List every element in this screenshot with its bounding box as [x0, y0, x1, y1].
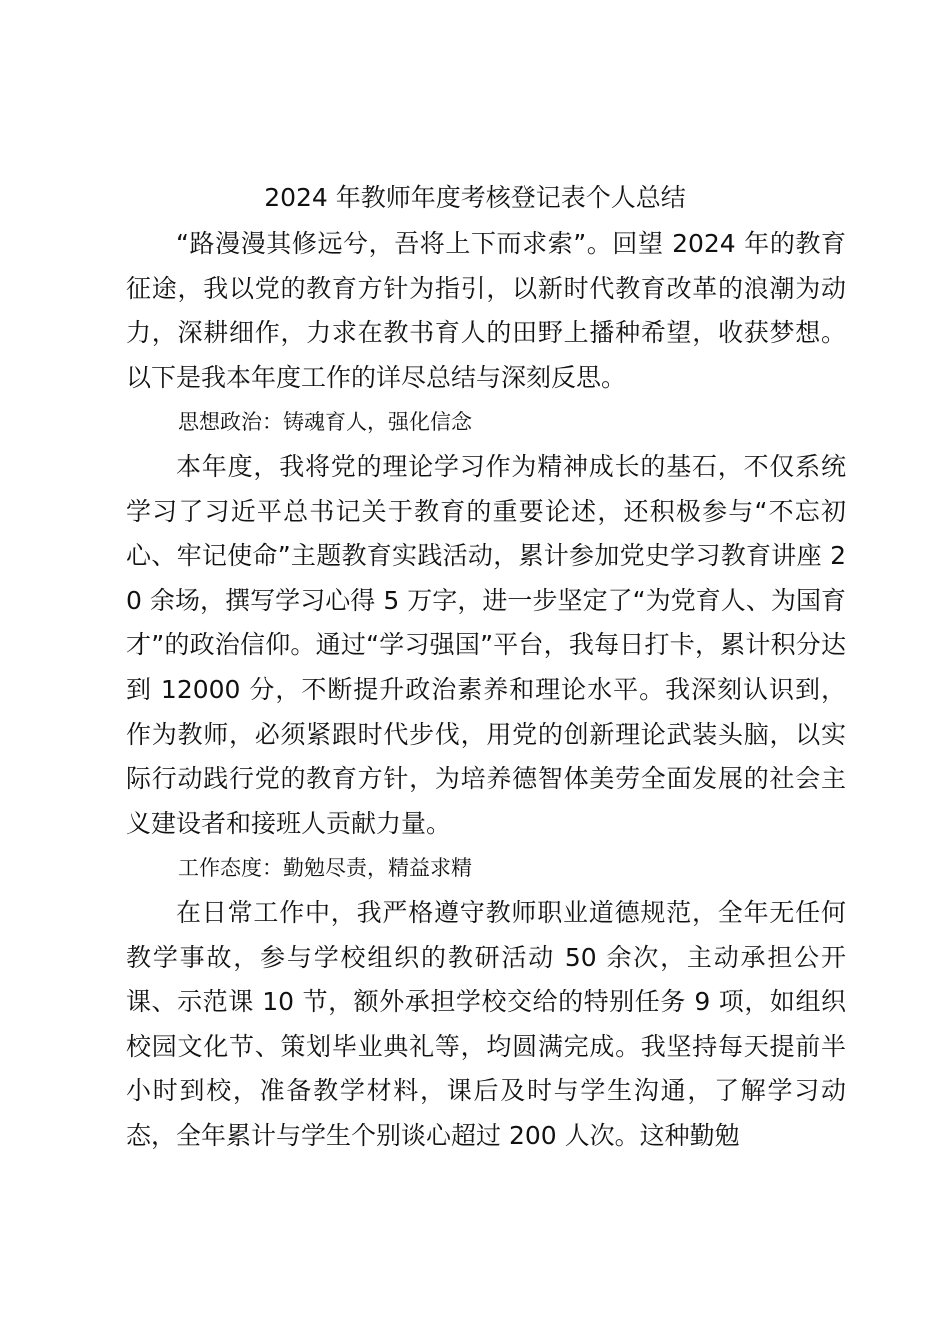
section-paragraph-work-attitude: 在日常工作中，我严格遵守教师职业道德规范，全年无任何教学事故，参与学校组织的教研活动 50 余次，主动承担公开课、示范课 10 节，额外承担学校交给的特别任务 9 项，如组织校园文化节、策划毕业典礼等，均圆满完成。我坚持每天提前半小时到校，准备教学材料，课后及时与学生沟通，了解学习动态，全年累计与学生个别谈心超过 200 人次。这种勤勉	[126, 897, 846, 1150]
section-heading-work-attitude: 工作态度：勤勉尽责，精益求精	[178, 856, 472, 881]
document-title: 2024 年教师年度考核登记表个人总结	[264, 183, 686, 212]
document-body	[126, 222, 846, 1158]
intro-paragraph: “路漫漫其修远兮，吾将上下而求索”。回望 2024 年的教育征途，我以党的教育方针为指引，以新时代教育改革的浪潮为动力，深耕细作，力求在教书育人的田野上播种希望，收获梦想。以下是我本年度工作的详尽总结与深刻反思。	[126, 229, 846, 392]
section-paragraph-politics: 本年度，我将党的理论学习作为精神成长的基石，不仅系统学习了习近平总书记关于教育的重要论述，还积极参与“不忘初心、牢记使命”主题教育实践活动，累计参加党史学习教育讲座 20 余场，撰写学习心得 5 万字，进一步坚定了“为党育人、为国育才”的政治信仰。通过“学习强国”平台，我每日打卡，累计积分达到 12000 分，不断提升政治素养和理论水平。我深刻认识到，作为教师，必须紧跟时代步伐，用党的创新理论武装头脑，以实际行动践行党的教育方针，为培养德智体美劳全面发展的社会主义建设者和接班人贡献力量。	[126, 451, 846, 838]
section-heading-politics: 思想政治：铸魂育人，强化信念	[178, 410, 472, 435]
